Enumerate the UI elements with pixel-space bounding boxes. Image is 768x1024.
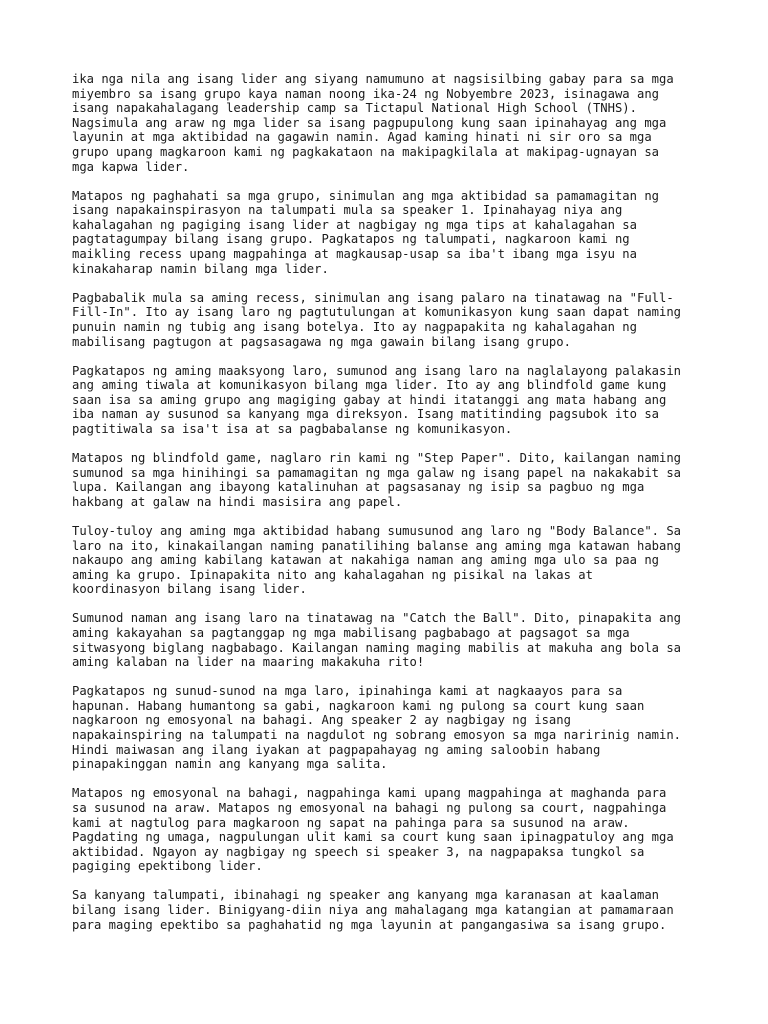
paragraph-4: Pagkatapos ng aming maaksyong laro, sumunod ang isang laro na naglalayong palakasin ang aming tiwala at komunikasyon bilang mga lider. Ito ay ang blindfold game kung saan isa sa aming grupo ang magiging gabay at hindi itatanggi ang mata habang ang iba naman ay susunod sa kanyang mga direksyon. Isang matitinding pagsubok ito sa pagtitiwala sa isa't isa at sa pagbabalanse ng komunikasyon. (72, 363, 682, 436)
paragraph-3: Pagbabalik mula sa aming recess, sinimulan ang isang palaro na tinatawag na "Full- Fill-In". Ito ay isang laro ng pagtutulungan at komunikasyon kung saan dapat naming punuin namin ng tubig ang isang botelya. Ito ay nagpapakita ng kahalagahan ng mabilisang pagtugon at pagsasagawa ng mga gawain bilang isang grupo. (72, 290, 682, 349)
paragraph-8: Pagkatapos ng sunud-sunod na mga laro, ipinahinga kami at nagkaayos para sa hapunan. Habang humantong sa gabi, nagkaroon kami ng pulong sa court kung saan nagkaroon ng emosyonal na bahagi. Ang speaker 2 ay nagbigay ng isang napakainspiring na talumpati na nagdulot ng sobrang emosyon sa mga naririnig namin. Hindi maiwasan ang ilang iyakan at pagpapahayag ng aming saloobin habang pinapakinggan namin ang kanyang mga salita. (72, 684, 682, 772)
paragraph-6: Tuloy-tuloy ang aming mga aktibidad habang sumusunod ang laro ng "Body Balance". Sa laro na ito, kinakailangan naming panatilihing balanse ang aming mga katawan habang nakaupo ang aming kabilang katawan at nakahiga naman ang aming mga ulo sa paa ng aming ka grupo. Ipinapakita nito ang kahalagahan ng pisikal na lakas at koordinasyon bilang isang lider. (72, 523, 682, 597)
paragraph-7: Sumunod naman ang isang laro na tinatawag na "Catch the Ball". Dito, pinapakita ang aming kakayahan sa pagtanggap ng mga mabilisang pagbabago at pagsagot sa mga sitwasyong biglang nagbabago. Kailangan naming maging mabilis at makuha ang bola sa aming kalaban na lider na maaring makakuha rito! (72, 611, 682, 670)
paragraph-9: Matapos ng emosyonal na bahagi, nagpahinga kami upang magpahinga at maghanda para sa susunod na araw. Matapos ng emosyonal na bahagi ng pulong sa court, nagpahinga kami at nagtulog para magkaroon ng sapat na pahinga para sa susunod na araw. Pagdating ng umaga, nagpulungan ulit kami sa court kung saan ipinagpatuloy ang mga aktibidad. Ngayon ay nagbigay ng speech si speaker 3, na nagpapaksa tungkol sa pagiging epektibong lider. (72, 786, 674, 874)
paragraph-1: ika nga nila ang isang lider ang siyang namumuno at nagsisilbing gabay para sa mga miyembro sa isang grupo kaya naman noong ika-24 ng Nobyembre 2023, isinagawa ang isang napakahalagang leadership camp sa Tictapul National High School (TNHS). Nagsimula ang araw ng mga lider sa isang pagpupulong kung saan ipinahayag ang mga layunin at mga aktibidad na gagawin namin. Agad kaming hinati ni sir oro sa mga grupo upang magkaroon kami ng pagkakataon na makipagkilala at makipag-ugnayan sa mga kapwa lider. (72, 72, 674, 174)
paragraph-10: Sa kanyang talumpati, ibinahagi ng speaker ang kanyang mga karanasan at kaalaman bilang isang lider. Binigyang-diin niya ang mahalagang mga katangian at pamamaraan para maging epektibo sa paghahatid ng mga layunin at pangangasiwa sa isang grupo. (72, 888, 674, 932)
paragraph-2: Matapos ng paghahati sa mga grupo, sinimulan ang mga aktibidad sa pamamagitan ng isang napakainspirasyon na talumpati mula sa speaker 1. Ipinahayag niya ang kahalagahan ng pagiging isang lider at nagbigay ng mga tips at kahalagahan sa pagtatagumpay bilang isang grupo. Pagkatapos ng talumpati, nagkaroon kami ng maikling recess upang magpahinga at magkausap-usap sa iba't ibang mga isyu na kinakaharap namin bilang mga lider. (72, 188, 659, 276)
paragraph-5: Matapos ng blindfold game, naglaro rin kami ng "Step Paper". Dito, kailangan naming sumunod sa mga hinihingi sa pamamagitan ng mga galaw ng isang papel na nakakabit sa lupa. Kailangan ang ibayong katalinuhan at pagsasanay ng isip sa pagbuo ng mga hakbang at galaw na hindi masisira ang papel. (72, 451, 682, 509)
